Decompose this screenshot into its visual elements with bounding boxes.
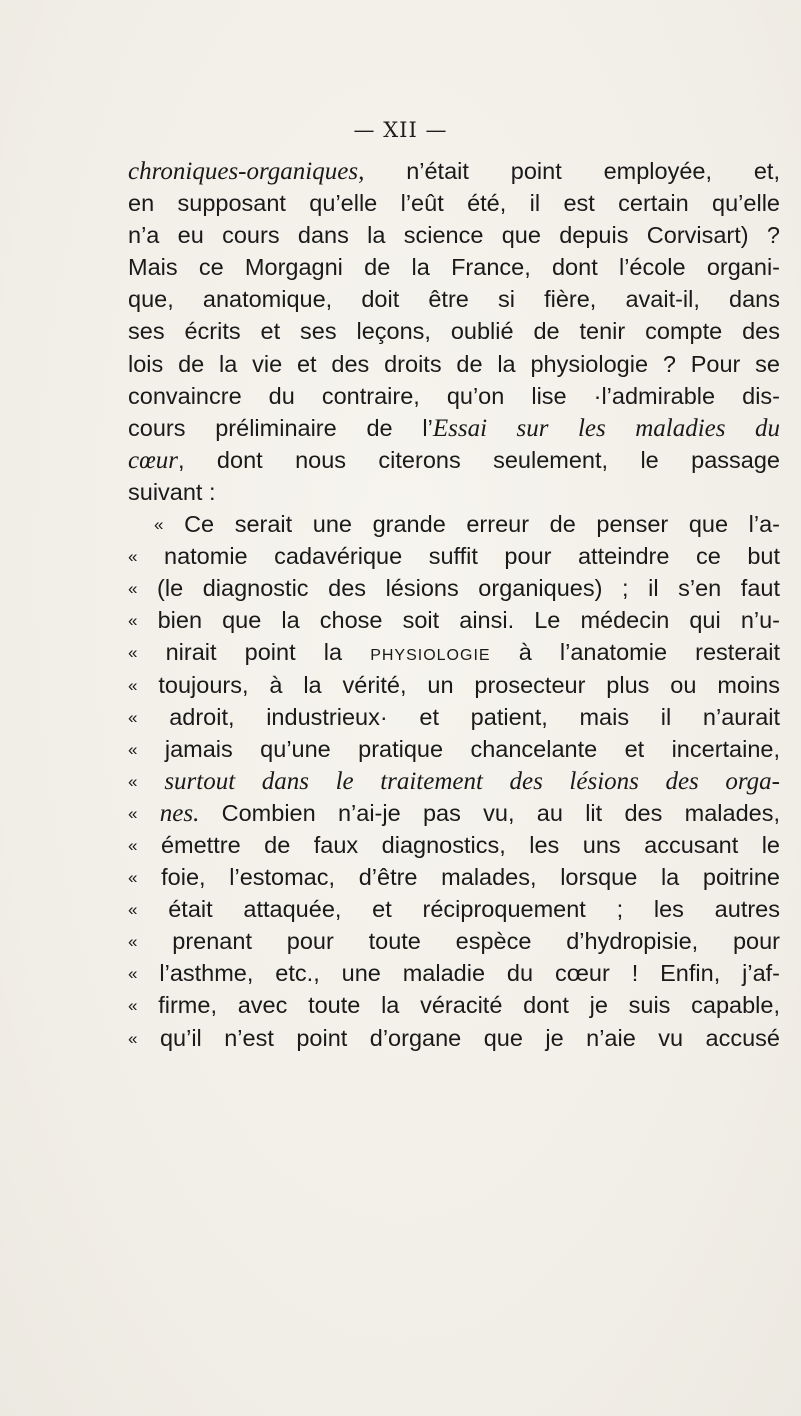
quote-line (128, 893, 780, 925)
italic-phrase: chroniques-organiques, (128, 158, 365, 185)
text-span: foie, l’estomac, d’être malades, lorsque la poitrine (161, 864, 780, 891)
text-span: qu’il n’est point d’organe que je n’aie vu accusé (159, 1024, 781, 1051)
text-span: à l’anatomie resterait (518, 639, 781, 666)
text-span: natomie cadavérique suffit pour atteindre ce but (164, 543, 780, 570)
quote-mark: « (128, 643, 138, 663)
text-line (128, 444, 780, 476)
quote-mark: « (128, 1028, 138, 1048)
text-span: nirait point la (165, 639, 343, 666)
quote-line (128, 508, 780, 540)
quote-mark: « (128, 996, 138, 1016)
page-number: — XII — (353, 118, 448, 142)
text-span: émettre de faux diagnostics, les uns accusant le (160, 831, 780, 858)
text-span: était attaquée, et réciproquement ; les autres (168, 896, 780, 923)
text-span: adroit, industrieux· et patient, mais il n’aurait (169, 703, 781, 730)
quote-line (128, 572, 780, 604)
text-span: prenant pour toute espèce d’hydropisie, pour (172, 928, 780, 955)
text-span: Combien n’ai-je pas vu, au lit des malades, (199, 799, 780, 826)
quote-mark: « (128, 835, 138, 855)
text-line: n’a eu cours dans la science que depuis Corvisart) ? (128, 222, 780, 249)
text-line: que, anatomique, doit être si fière, avait-il, dans (128, 286, 780, 313)
text-line: lois de la vie et des droits de la physiologie ? Pour se (128, 350, 780, 377)
text-span: n’était point employée, et, (364, 158, 780, 184)
quote-line (128, 669, 780, 701)
quote-line (128, 989, 780, 1021)
quote-line (128, 1022, 780, 1054)
text-span: Ce serait une grande erreur de penser que l’a- (184, 511, 780, 538)
italic-phrase: surtout dans le traitement des lésions des orga- (164, 767, 780, 795)
quote-line (128, 540, 780, 572)
quote-line (128, 861, 780, 893)
quote-mark: « (154, 515, 164, 535)
quote-line (128, 636, 780, 668)
text-span: toujours, à la vérité, un prosecteur plus ou moins (158, 671, 781, 698)
quote-mark: « (128, 739, 138, 759)
quote-mark: « (128, 868, 138, 888)
quote-mark: « (128, 611, 138, 631)
text-span: cours préliminaire de l’ (128, 414, 433, 441)
small-caps-word: physiologie (370, 639, 491, 666)
italic-phrase: nes. (159, 799, 200, 827)
body-text (128, 155, 780, 1054)
quote-mark: « (128, 675, 138, 695)
text-line: en supposant qu’elle l’eût été, il est certain qu’elle (128, 190, 780, 217)
quote-mark: « (128, 803, 138, 823)
text-line: convaincre du contraire, qu’on lise ·l’admirable dis- (128, 382, 780, 409)
quote-line (128, 925, 780, 957)
quote-line (128, 701, 780, 733)
quote-mark: « (128, 900, 138, 920)
italic-phrase: cœur (128, 446, 178, 474)
text-span: bien que la chose soit ainsi. Le médecin qui n’u- (157, 607, 781, 634)
quote-line (128, 829, 780, 861)
quote-mark: « (128, 547, 138, 567)
text-line: Mais ce Morgagni de la France, dont l’école organi- (128, 254, 780, 281)
text-line (128, 412, 780, 444)
text-span: (le diagnostic des lésions organiques) ; il s’en faut (157, 575, 780, 602)
text-line (128, 155, 780, 187)
quote-mark: « (128, 964, 138, 984)
quote-line (128, 765, 780, 797)
quote-mark: « (128, 771, 138, 791)
text-span: jamais qu’une pratique chancelante et incertaine, (164, 735, 781, 762)
quote-line (128, 797, 780, 829)
quote-line (128, 957, 780, 989)
text-span: , dont nous citerons seulement, le passage (178, 446, 780, 473)
quote-mark: « (128, 707, 138, 727)
quote-mark: « (128, 932, 138, 952)
quote-mark: « (128, 579, 138, 599)
text-line: suivant : (128, 478, 216, 505)
text-span: l’asthme, etc., une maladie du cœur ! Enfin, j’af- (159, 960, 780, 987)
quote-line (128, 604, 780, 636)
italic-phrase: Essai sur les maladies du (432, 414, 781, 442)
quote-line (128, 733, 780, 765)
text-line: ses écrits et ses leçons, oublié de tenir compte des (128, 318, 780, 345)
text-span: firme, avec toute la véracité dont je suis capable, (158, 992, 781, 1019)
